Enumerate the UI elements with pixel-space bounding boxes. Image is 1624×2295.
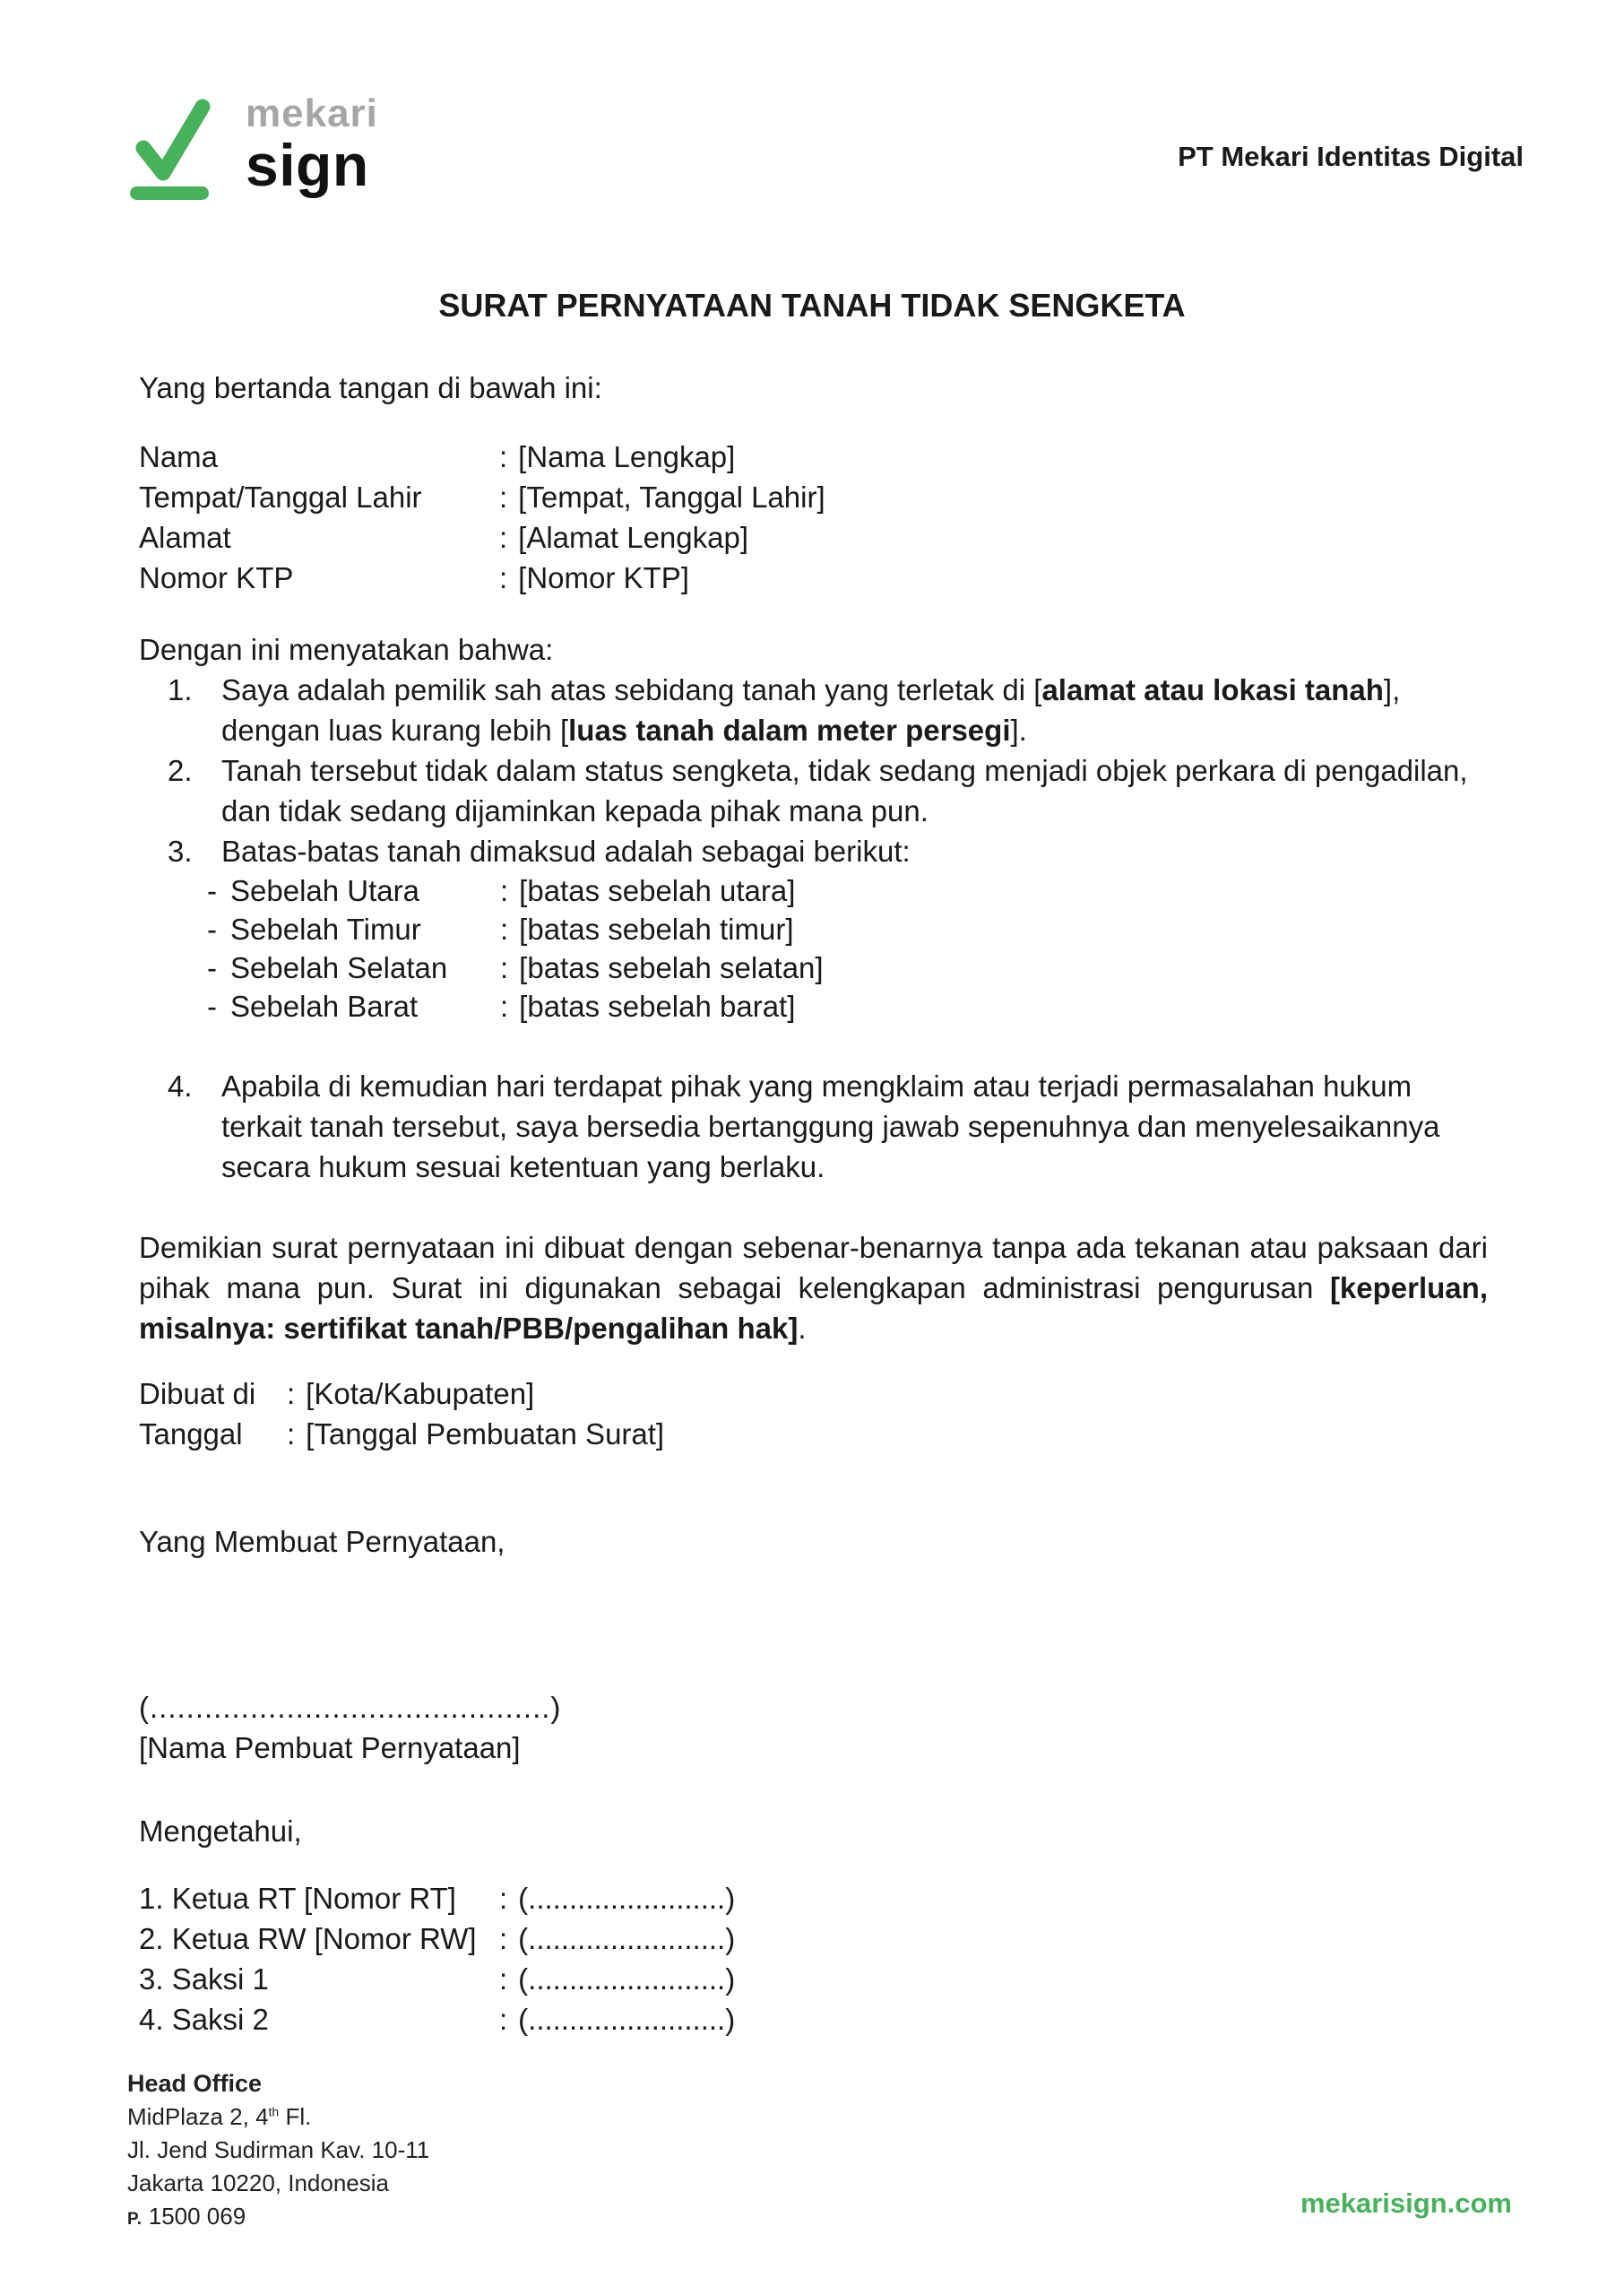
footer-address-line3: Jakarta 10220, Indonesia xyxy=(127,2169,389,2196)
colon: : xyxy=(500,913,509,946)
signature-line: (............................................) xyxy=(139,1691,562,1724)
text-segment: Saya adalah pemilik sah atas sebidang tanah yang terletak di [ xyxy=(221,673,1042,706)
website-link[interactable]: mekarisign.com xyxy=(1300,2187,1512,2219)
item-number: 2. xyxy=(168,754,193,787)
ack-label: 2. Ketua RW [Nomor RW] xyxy=(139,1922,477,1955)
footer-office-title: Head Office xyxy=(127,2070,263,2097)
colon: : xyxy=(499,481,508,514)
issuance-block xyxy=(139,1373,1488,1454)
field-placeholder: [Tempat, Tanggal Lahir] xyxy=(518,481,825,514)
boundary-label-group xyxy=(207,871,500,910)
item-number: 1. xyxy=(168,673,193,706)
text-segment: ], dengan luas kurang lebih [ xyxy=(221,673,1401,747)
field-row-ktp xyxy=(139,558,1488,598)
field-value xyxy=(499,437,735,477)
footer-address-line2: Jl. Jend Sudirman Kav. 10-11 xyxy=(127,2136,430,2163)
field-value xyxy=(499,477,825,517)
statement-lead: Dengan ini menyatakan bahwa: xyxy=(139,633,554,666)
boundary-row-selatan xyxy=(207,948,1488,987)
ack-label: 1. Ketua RT [Nomor RT] xyxy=(139,1882,456,1915)
boundary-row-barat xyxy=(207,987,1488,1026)
item-number: 4. xyxy=(168,1070,193,1103)
issuance-row-place xyxy=(139,1373,1488,1414)
checkmark-icon xyxy=(127,94,213,202)
placeholder-bold: alamat atau lokasi tanah xyxy=(1041,673,1384,706)
ack-sign-line: (........................) xyxy=(518,1922,736,1955)
ack-value xyxy=(499,1959,735,1999)
dash: - xyxy=(207,951,217,984)
field-label: Alamat xyxy=(139,521,231,554)
ack-value xyxy=(499,1999,735,2040)
field-value xyxy=(499,558,689,598)
statement-item-1 xyxy=(139,670,1488,750)
colon: : xyxy=(499,1882,508,1915)
ack-row-saksi2 xyxy=(139,1999,1488,2040)
ack-row-rt xyxy=(139,1878,1488,1918)
ack-sign-line: (........................) xyxy=(518,1962,736,1996)
field-label: Tempat/Tanggal Lahir xyxy=(139,481,422,514)
boundary-label: Sebelah Utara xyxy=(230,874,419,907)
boundary-label: Sebelah Barat xyxy=(230,990,419,1023)
footer-phone xyxy=(127,2200,429,2236)
ack-value xyxy=(499,1918,735,1959)
company-name: PT Mekari Identitas Digital xyxy=(1178,141,1524,172)
issuance-row-date xyxy=(139,1414,1488,1454)
footer-address-block xyxy=(127,2067,429,2236)
colon: : xyxy=(499,1922,508,1955)
footer-address-line1 xyxy=(127,2100,429,2134)
ack-value xyxy=(499,1878,735,1918)
logo-text-sign: sign xyxy=(246,132,369,198)
boundaries-intro: Batas-batas tanah dimaksud adalah sebagai berikut: xyxy=(221,835,911,868)
dash: - xyxy=(207,990,217,1023)
boundary-label: Sebelah Selatan xyxy=(230,951,448,984)
boundary-row-timur xyxy=(207,910,1488,948)
phone-prefix: P. xyxy=(127,2210,143,2229)
ack-label: 4. Saksi 2 xyxy=(139,2003,269,2036)
text-segment: Demikian surat pernyataan ini dibuat dengan sebenar-benarnya tanpa ada tekanan atau paksaan dari pihak mana pun. Surat ini digunakan sebagai kelengkapan administrasi pengurusan xyxy=(139,1231,1488,1304)
phone-number: 1500 069 xyxy=(142,2203,246,2230)
boundary-label-group xyxy=(207,987,500,1026)
ack-row-saksi1 xyxy=(139,1959,1488,1999)
field-placeholder: [Alamat Lengkap] xyxy=(518,521,749,554)
colon: : xyxy=(499,440,508,473)
colon: : xyxy=(500,951,509,984)
boundary-value xyxy=(500,910,794,948)
field-label: Nama xyxy=(139,440,219,473)
colon: : xyxy=(499,521,508,554)
colon: : xyxy=(287,1377,296,1410)
logo-wordmark xyxy=(246,91,378,202)
boundary-placeholder: [batas sebelah barat] xyxy=(519,990,796,1023)
ack-sign-line: (........................) xyxy=(518,2003,736,2036)
placeholder-bold: luas tanah dalam meter persegi xyxy=(568,714,1011,747)
statement-list xyxy=(139,670,1488,1187)
acknowledgement-heading: Mengetahui, xyxy=(139,1814,302,1848)
colon: : xyxy=(287,1417,296,1451)
intro-line: Yang bertanda tangan di bawah ini: xyxy=(139,371,602,404)
dash: - xyxy=(207,874,217,907)
mekari-sign-logo xyxy=(127,91,378,202)
issuance-value xyxy=(287,1373,534,1414)
placeholder-bold: [keperluan, misalnya: sertifikat tanah/PBB/pengalihan hak] xyxy=(139,1271,1488,1345)
boundary-placeholder: [batas sebelah timur] xyxy=(519,913,794,946)
boundary-placeholder: [batas sebelah utara] xyxy=(519,874,796,907)
item-text xyxy=(221,670,1488,750)
boundary-placeholder: [batas sebelah selatan] xyxy=(519,951,824,984)
colon: : xyxy=(500,990,509,1023)
colon: : xyxy=(499,1962,508,1996)
statement-item-2 xyxy=(139,750,1488,831)
ordinal-superscript: th xyxy=(268,2104,280,2119)
text-segment: Fl. xyxy=(279,2103,312,2130)
dash: - xyxy=(207,913,217,946)
statement-item-3 xyxy=(139,831,1488,1026)
boundary-value xyxy=(500,948,824,987)
boundary-label: Sebelah Timur xyxy=(230,913,421,946)
boundary-label-group xyxy=(207,948,500,987)
colon: : xyxy=(499,2003,508,2036)
field-placeholder: [Nama Lengkap] xyxy=(518,440,736,473)
boundary-value xyxy=(500,987,795,1026)
field-label: Nomor KTP xyxy=(139,561,294,594)
acknowledgement-list xyxy=(139,1878,1488,2040)
text-segment: MidPlaza 2, 4 xyxy=(127,2103,269,2130)
page-header xyxy=(0,0,1624,202)
item-number: 3. xyxy=(168,835,193,868)
issuance-value xyxy=(287,1414,664,1454)
field-row-ttl xyxy=(139,477,1488,517)
item-text: Tanah tersebut tidak dalam status sengketa, tidak sedang menjadi objek perkara di pengadilan, dan tidak sedang dijaminkan kepada pihak mana pun. xyxy=(221,754,1468,827)
document-body xyxy=(0,368,1624,2040)
closing-paragraph xyxy=(139,1227,1488,1348)
field-row-nama xyxy=(139,437,1488,477)
identity-fields xyxy=(139,437,1488,598)
ack-sign-line: (........................) xyxy=(518,1882,736,1915)
boundary-label-group xyxy=(207,910,500,948)
issuance-label: Tanggal xyxy=(139,1417,243,1451)
boundary-value xyxy=(500,871,795,910)
issuance-label: Dibuat di xyxy=(139,1377,256,1410)
field-value xyxy=(499,517,748,558)
text-segment: ]. xyxy=(1010,714,1027,747)
text-segment: . xyxy=(798,1312,807,1345)
statement-item-4 xyxy=(139,1066,1488,1187)
signature-name-placeholder: [Nama Pembuat Pernyataan] xyxy=(139,1731,521,1764)
item-text xyxy=(207,831,1488,1026)
signature-heading: Yang Membuat Pernyataan, xyxy=(139,1525,505,1558)
issuance-placeholder: [Tanggal Pembuatan Surat] xyxy=(306,1417,665,1451)
document-title: SURAT PERNYATAAN TANAH TIDAK SENGKETA xyxy=(438,287,1186,324)
item-text: Apabila di kemudian hari terdapat pihak yang mengklaim atau terjadi permasalahan hukum terkait tanah tersebut, saya bersedia bertanggung jawab sepenuhnya dan menyelesaikannya secara hukum sesuai ketentuan yang berlaku. xyxy=(221,1070,1440,1183)
colon: : xyxy=(500,874,509,907)
ack-row-rw xyxy=(139,1918,1488,1959)
ack-label: 3. Saksi 1 xyxy=(139,1962,269,1996)
logo-text-mekari: mekari xyxy=(246,91,378,135)
boundary-row-utara xyxy=(207,871,1488,910)
colon: : xyxy=(499,561,508,594)
field-row-alamat xyxy=(139,517,1488,558)
issuance-placeholder: [Kota/Kabupaten] xyxy=(306,1377,535,1410)
field-placeholder: [Nomor KTP] xyxy=(518,561,689,594)
